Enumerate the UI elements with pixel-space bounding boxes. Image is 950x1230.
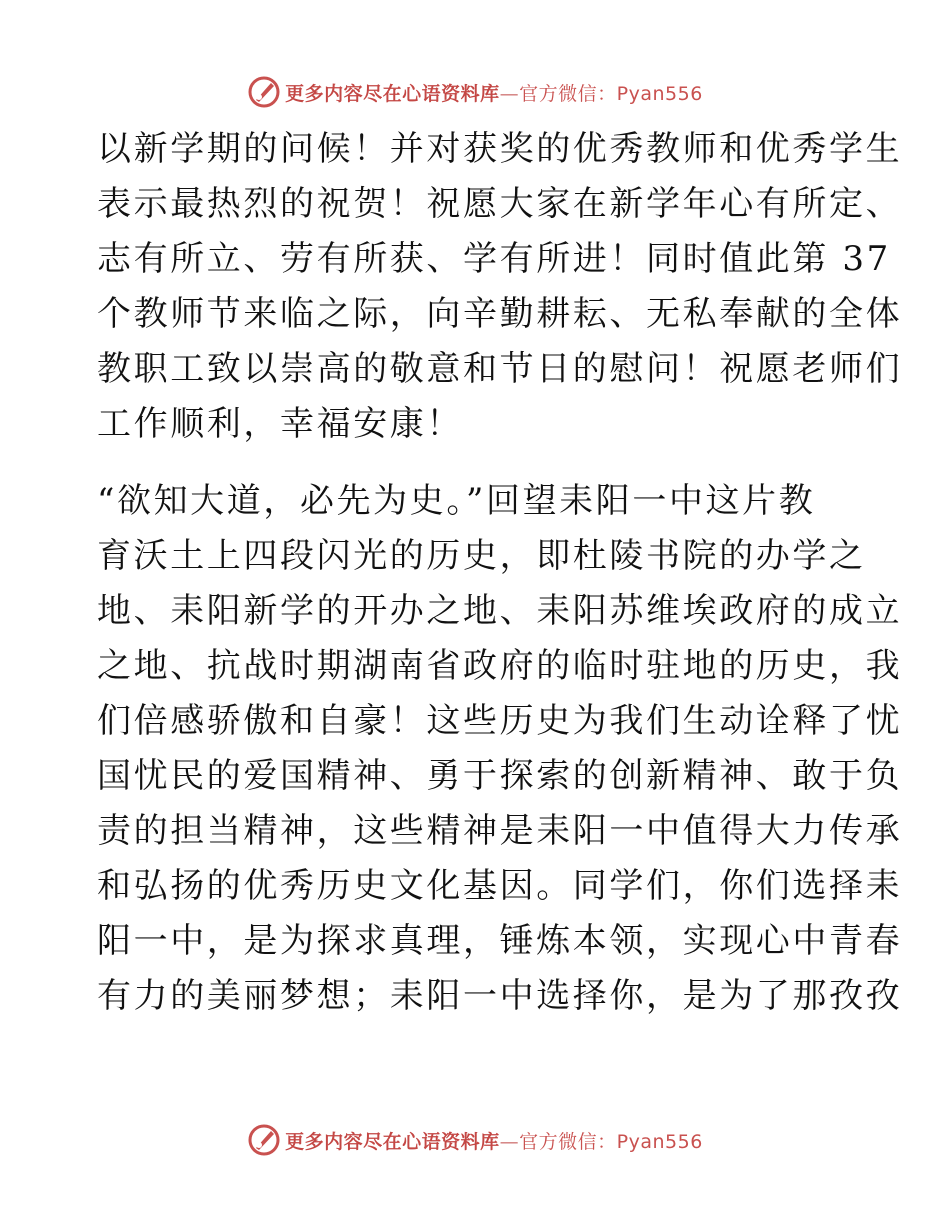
footer-banner: [0, 1118, 950, 1162]
banner-wechat: 官方微信：Pyan556: [519, 82, 703, 105]
text-line: 之地、抗战时期湖南省政府的临时驻地的历史，我: [97, 646, 903, 686]
text-line: 以新学期的问候！并对获奖的优秀教师和优秀学生: [97, 129, 903, 169]
banner-wechat: 官方微信：Pyan556: [519, 1130, 703, 1153]
text-line: “欲知大道，必先为史。”回望耒阳一中这片教: [97, 481, 816, 521]
text-line: 工作顺利，幸福安康！: [97, 404, 463, 444]
quill-logo-icon: [247, 1123, 281, 1157]
text-line: 教职工致以崇高的敬意和节日的慰问！祝愿老师们: [97, 349, 903, 389]
text-line: 有力的美丽梦想；耒阳一中选择你，是为了那孜孜: [97, 976, 903, 1016]
text-line: 个教师节来临之际，向辛勤耕耘、无私奉献的全体: [97, 294, 903, 334]
quill-logo-icon: [247, 75, 281, 109]
banner-separator: —: [499, 82, 520, 105]
text-line: 责的担当精神，这些精神是耒阳一中值得大力传承: [97, 811, 903, 851]
text-line: 和弘扬的优秀历史文化基因。同学们，你们选择耒: [97, 866, 903, 906]
text-line: 国忧民的爱国精神、勇于探索的创新精神、敢于负: [97, 756, 903, 796]
document-body: [97, 122, 903, 1024]
paragraph-1: [97, 122, 903, 452]
text-line: 阳一中，是为探求真理，锤炼本领，实现心中青春: [97, 921, 903, 961]
paragraph-2: [97, 474, 903, 1024]
banner-separator: —: [499, 1130, 520, 1153]
header-banner: [0, 70, 950, 114]
text-line: 地、耒阳新学的开办之地、耒阳苏维埃政府的成立: [97, 591, 903, 631]
text-line: 志有所立、劳有所获、学有所进！同时值此第 37: [97, 239, 891, 279]
text-line: 们倍感骄傲和自豪！这些历史为我们生动诠释了忧: [97, 701, 903, 741]
text-line: 表示最热烈的祝贺！祝愿大家在新学年心有所定、: [97, 184, 903, 224]
banner-brand: 更多内容尽在心语资料库: [285, 1130, 500, 1153]
text-line: 育沃土上四段闪光的历史，即杜陵书院的办学之: [97, 536, 866, 576]
banner-brand: 更多内容尽在心语资料库: [285, 82, 500, 105]
